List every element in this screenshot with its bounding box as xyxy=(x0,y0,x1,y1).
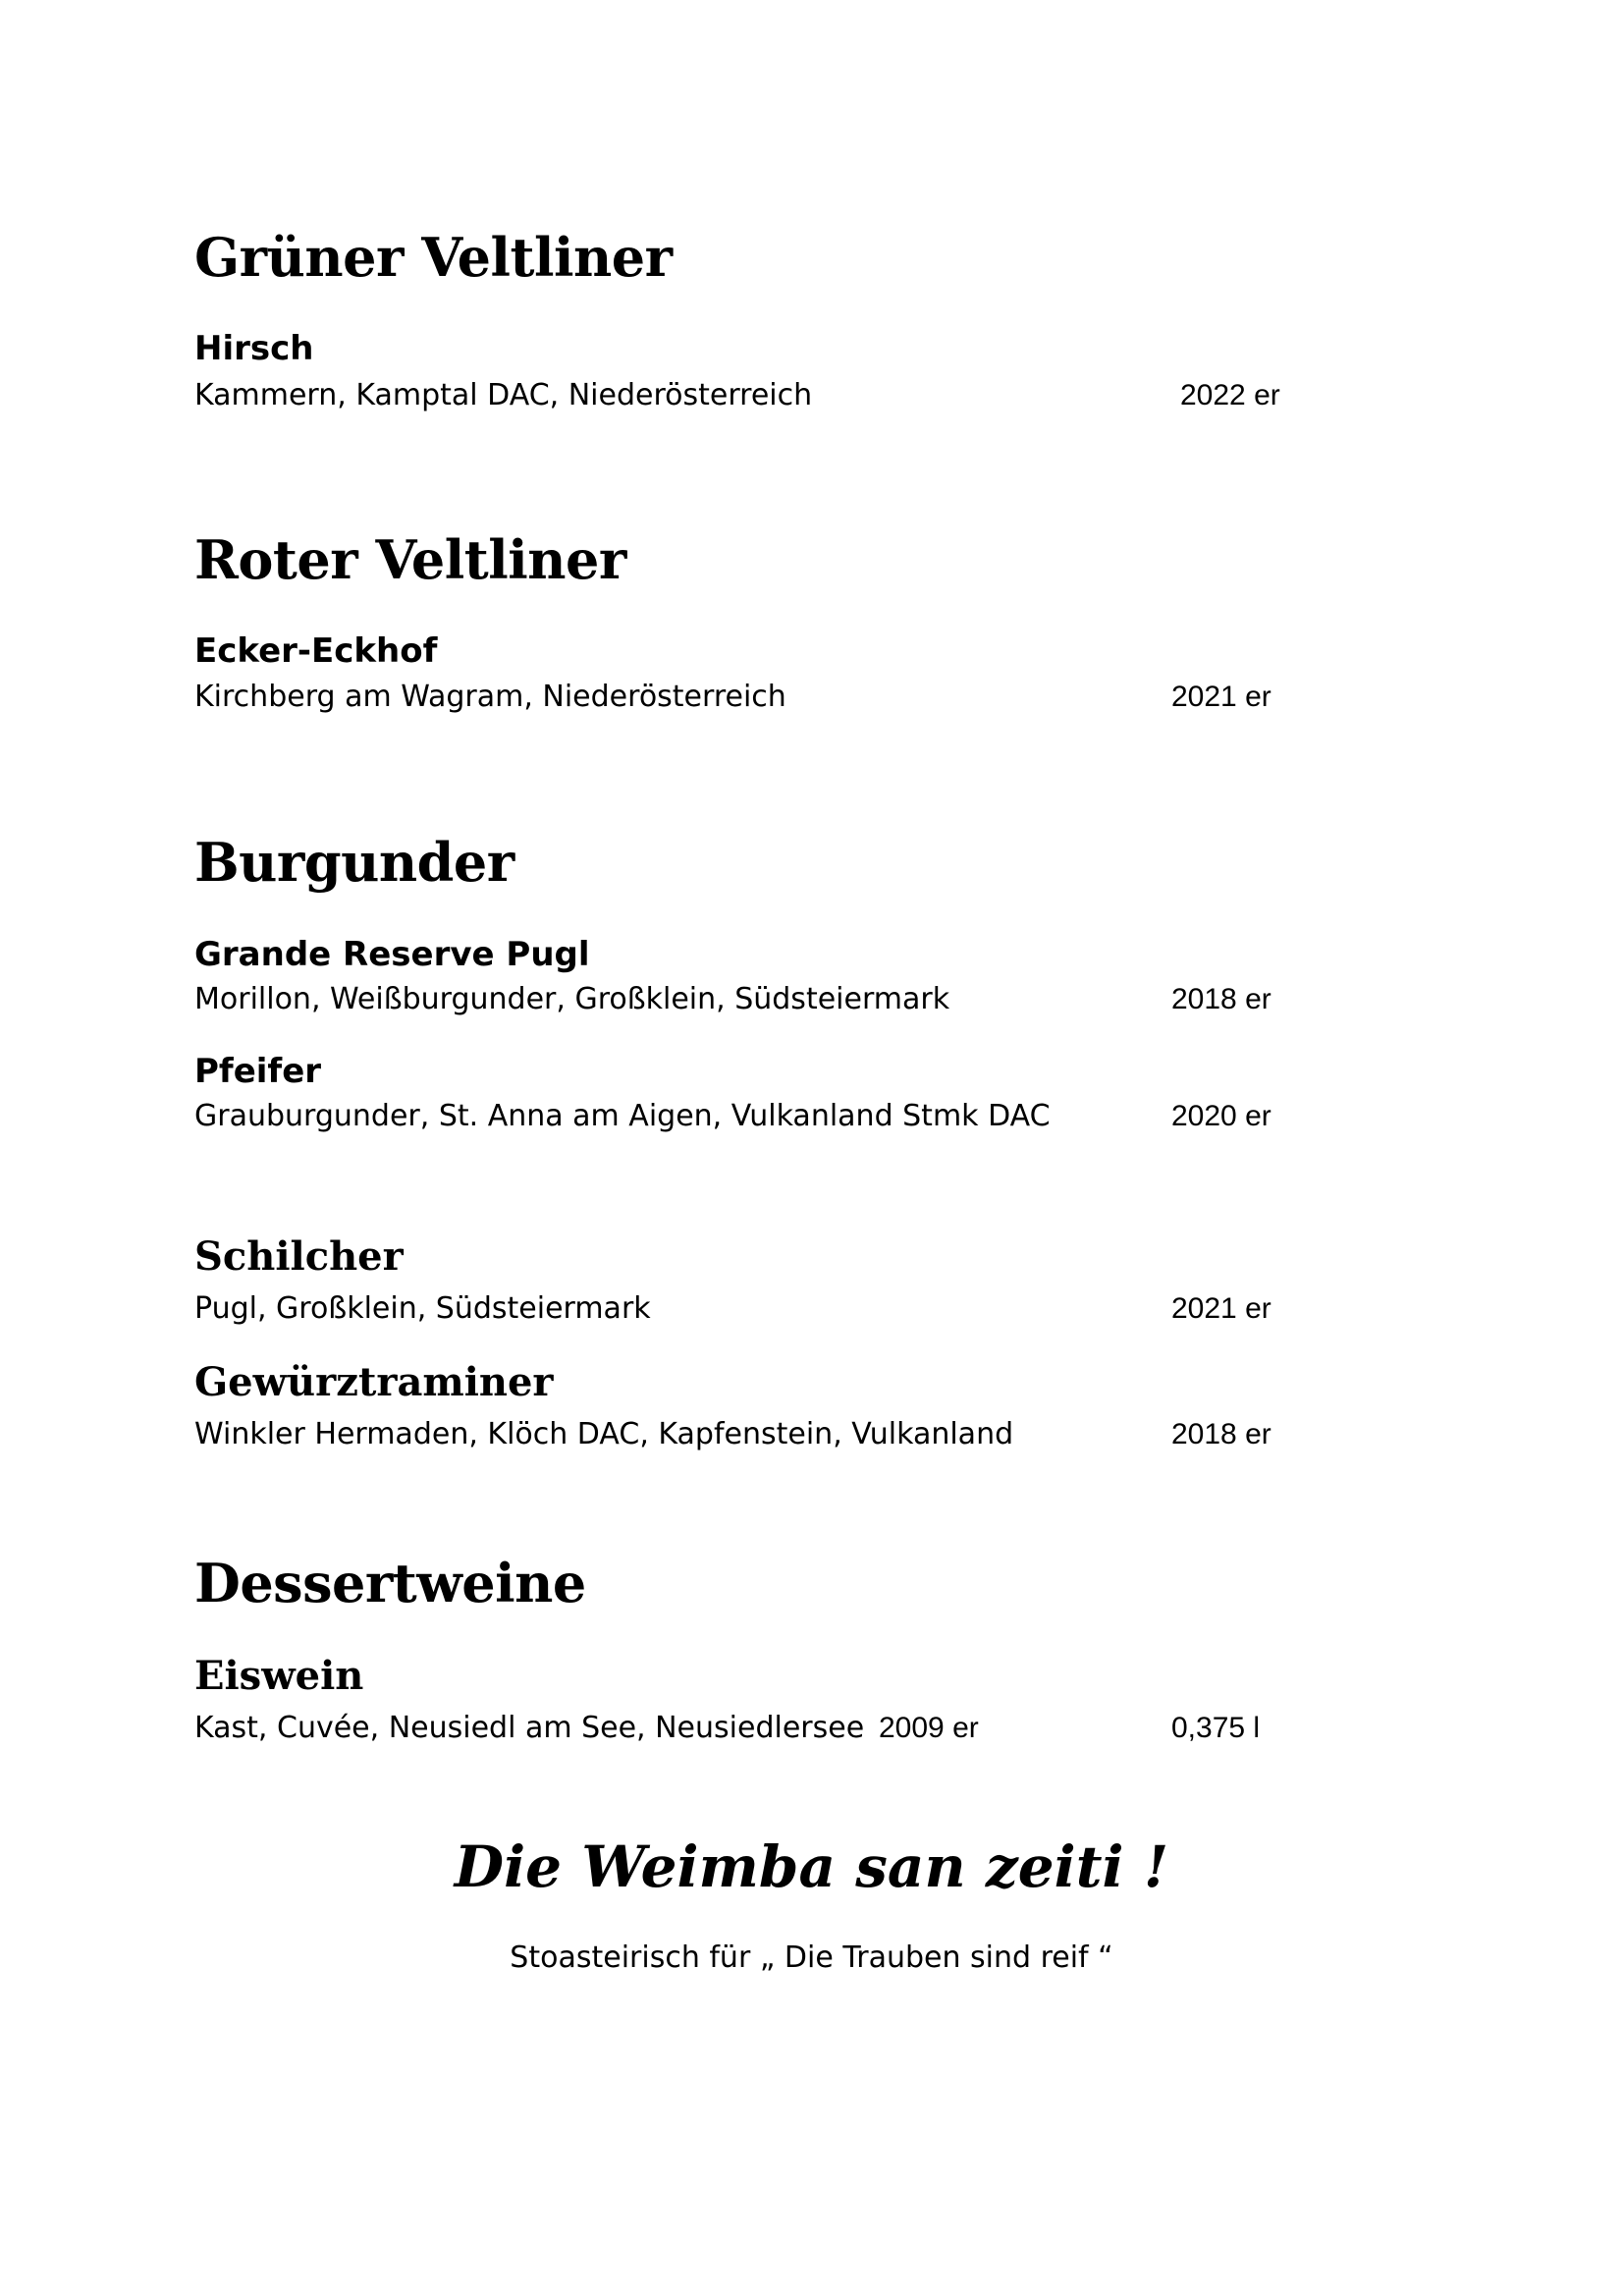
wine-vintage: 2020 er xyxy=(1171,1100,1271,1132)
wine-origin: Morillon, Weißburgunder, Großklein, Südsteiermark xyxy=(194,982,950,1016)
section-title-roter-veltliner: Roter Veltliner xyxy=(194,528,626,591)
section-title-gewuerztraminer: Gewürztraminer xyxy=(194,1359,554,1405)
producer-pfeifer: Pfeifer xyxy=(194,1052,322,1091)
producer-ecker-eckhof: Ecker-Eckhof xyxy=(194,631,438,671)
producer-grande-reserve-pugl: Grande Reserve Pugl xyxy=(194,935,590,974)
section-title-schilcher: Schilcher xyxy=(194,1233,404,1280)
wine-vintage: 2009 er xyxy=(879,1712,979,1744)
wine-origin: Pugl, Großklein, Südsteiermark xyxy=(194,1291,651,1326)
wine-origin: Kirchberg am Wagram, Niederösterreich xyxy=(194,680,786,714)
wine-vintage: 2021 er xyxy=(1171,1292,1271,1325)
section-title-gruener-veltliner: Grüner Veltliner xyxy=(194,226,673,289)
wine-origin: Grauburgunder, St. Anna am Aigen, Vulkanland Stmk DAC xyxy=(194,1099,1051,1133)
wine-origin: Kammern, Kamptal DAC, Niederösterreich xyxy=(194,378,813,412)
wine-vintage: 2018 er xyxy=(1171,983,1271,1015)
wine-origin: Winkler Hermaden, Klöch DAC, Kapfenstein, Vulkanland xyxy=(194,1417,1014,1451)
wine-vintage: 2018 er xyxy=(1171,1418,1271,1450)
wine-volume: 0,375 l xyxy=(1171,1712,1261,1744)
wine-vintage: 2021 er xyxy=(1171,681,1271,713)
motto: Die Weimba san zeiti ! xyxy=(454,1833,1169,1900)
subsection-title-eiswein: Eiswein xyxy=(194,1653,364,1699)
motto-translation: Stoasteirisch für „ Die Trauben sind reif “ xyxy=(510,1941,1113,1975)
wine-vintage: 2022 er xyxy=(1180,379,1280,411)
wine-origin: Kast, Cuvée, Neusiedl am See, Neusiedlersee xyxy=(194,1711,865,1745)
section-title-burgunder: Burgunder xyxy=(194,831,514,894)
section-title-dessertweine: Dessertweine xyxy=(194,1552,586,1614)
producer-hirsch: Hirsch xyxy=(194,329,314,368)
